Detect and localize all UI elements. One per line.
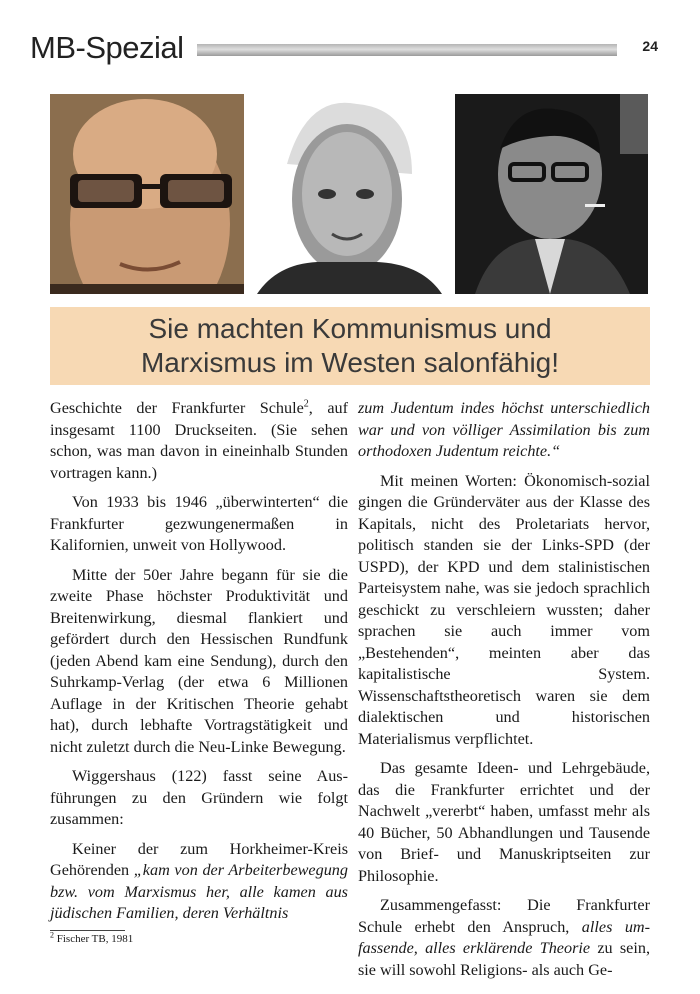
headline-line-1: Sie machten Kommunismus und bbox=[148, 313, 552, 344]
emphasis-text: alles umfassende, alles erklärende Theorie bbox=[358, 917, 651, 957]
paragraph bbox=[358, 895, 650, 981]
footnote-reference[interactable]: 2 bbox=[303, 398, 309, 410]
headline bbox=[50, 312, 650, 380]
quote-text: zum Judentum indes höchst unterschiedlich war und von völliger Assimilation bis zum orthodoxen Judentum reichte.“ bbox=[358, 399, 650, 460]
paragraph: Wiggershaus (122) fasst seine Ausführungen zu den Gründern wie folgt zusammen: bbox=[50, 767, 348, 828]
headline-line-2: Marxismus im Westen salonfähig! bbox=[140, 347, 560, 378]
portrait-photo-left bbox=[50, 94, 244, 294]
header-rule bbox=[197, 44, 617, 56]
page-number: 24 bbox=[642, 38, 658, 54]
paragraph: Mit meinen Worten: Ökonomisch-sozial gingen die Gründerväter aus der Klasse des Kapitals, nicht des Proletariats hervor, politisch standen sie der Links-SPD (der USPD), der KPD und dem stalinistischen Parteisystem nahe, was sie jedoch sprachlich geschickt zu verschleiern wussten; daher sprachen sie auch immer vom „Bestehenden“, meinten aber das kapitalistische System. Wissenschaftstheoretisch waren sie dem dialektischen und historischen Materialismus verpflichtet. bbox=[358, 471, 650, 748]
paragraph bbox=[50, 398, 348, 484]
footnote-text: Fischer TB, 1981 bbox=[54, 933, 134, 945]
footnote bbox=[50, 932, 133, 946]
paragraph bbox=[358, 398, 650, 463]
paragraph-text: Zusammengefasst: Die Frankfurter Schule erhebt den Anspruch, bbox=[358, 896, 650, 936]
portrait-photo-center bbox=[247, 94, 445, 294]
footnote-divider bbox=[50, 930, 125, 931]
footnote-number: 2 bbox=[50, 930, 54, 940]
quote-text: „kam von der Arbeiterbewegung bzw. vom Marxismus her, alle kamen aus jüdischen Familien, deren Verhältnis bbox=[50, 861, 348, 922]
paragraph: Das gesamte Ideen- und Lehrgebäude, das die Frankfurter errichtet und der Nachwelt „vererbt“ haben, umfasst mehr als 40 Bücher, 50 Abhandlungen und Tausende von Brief- und Manuskriptseiten zur Philosophie. bbox=[358, 759, 650, 885]
right-column bbox=[358, 398, 650, 989]
left-column bbox=[50, 398, 348, 933]
paragraph: Von 1933 bis 1946 „überwinterten“ die Frankfurter gezwungenermaßen in Kalifornien, unweit von Hollywood. bbox=[50, 493, 348, 554]
portrait-photo-right bbox=[455, 94, 648, 294]
paragraph-text: zu sein, sie will sowohl Religions- als auch Ge- bbox=[358, 939, 650, 979]
section-title: MB-Spezial bbox=[30, 30, 184, 65]
paragraph-text: , auf insgesamt 1100 Druckseiten. (Sie sehen schon, was man davon in eineinhalb Stunden vortragen kann.) bbox=[50, 399, 348, 482]
paragraph-text: Keiner der zum Horkheimer-Kreis Gehörenden bbox=[50, 839, 348, 879]
paragraph: Mitte der 50er Jahre begann für sie die zweite Phase höchster Produktivität und Breitenwirkung, diesmal flankiert und gefördert durch den Hessischen Rundfunk (jeden Abend kam eine Sendung), durch den Suhrkamp-Verlag (der etwa 6 Millionen Auflage in der Kritischen Theorie gehabt hat), durch lebhafte Vortragstätigkeit und nicht zuletzt durch die Neu-Linke Bewegung. bbox=[50, 565, 348, 756]
paragraph bbox=[50, 839, 348, 925]
paragraph-text: Geschichte der Frankfurter Schule bbox=[50, 399, 304, 417]
